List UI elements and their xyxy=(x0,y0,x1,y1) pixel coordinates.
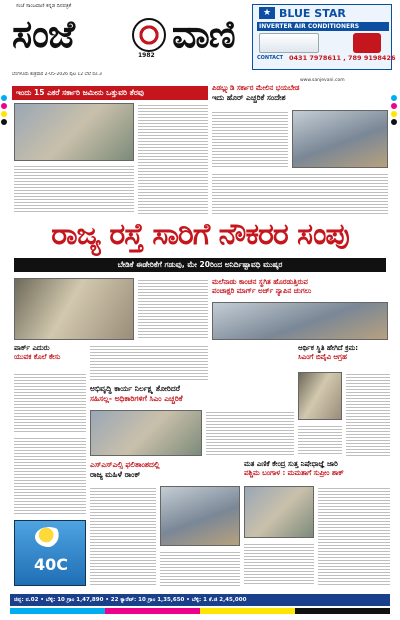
finance-text xyxy=(346,372,390,456)
right-story-headline-line2: ಇದು ಹೊರ್ ಎಚ್ಚರಿಕೆ ಸಂದೇಶ xyxy=(212,93,286,102)
election-headline-line2: ಪಶ್ಚಿಮ ಬಂಗಾಳ : ಮಮತಾಗೆ ಸುಪ್ರೀಂ ಶಾಕ್ xyxy=(244,469,344,477)
black-swatch xyxy=(295,608,390,614)
masthead-title-right: ವಾಣಿ xyxy=(172,11,235,56)
weather-temperature: 40C xyxy=(33,555,68,574)
finance-text-2 xyxy=(298,424,342,456)
development-headline-line1: ಅಭಿವೃದ್ಧಿ ಕಾರ್ಯ ನಿರ್ಲಕ್ಷ್ಯ ತೋರಿದರೆ xyxy=(90,384,180,393)
black-dot-icon xyxy=(391,119,397,125)
advert-phone: 0431 7978611 , 789 9198426 xyxy=(289,54,396,62)
center-text xyxy=(90,344,208,380)
yellow-dot-icon xyxy=(391,111,397,117)
finance-headline-line2: ಸಿಎಂಗೆ ಬಿವೈವಿ ಆಗ್ರಹ xyxy=(298,353,347,361)
election-headline-line1: ಮತ ಎಣಿಕೆ ಕೇಂದ್ರ ಸುತ್ತ ನಿಷೇಧಾಜ್ಞೆ ಜಾರಿ xyxy=(244,460,338,468)
yellow-dot-icon xyxy=(1,111,7,117)
sun-cloud-icon xyxy=(35,527,63,547)
lead-headline: ರಾಜ್ಯ ರಸ್ತೆ ಸಾರಿಗೆ ನೌಕರರ ಸಂಪು xyxy=(51,217,349,252)
top-story-photo xyxy=(14,103,134,161)
top-story-text xyxy=(14,164,134,214)
top-story-text-col2 xyxy=(138,103,208,214)
edition-line: ಬೆಂಗಳೂರು ಶುಕ್ರವಾರ 2-05-2026 ಪುಟ 12 ಬೆಲೆ ರೂ.3 xyxy=(12,72,102,77)
election-text-2 xyxy=(244,542,314,586)
advert-product: INVERTER AIR CONDITIONERS xyxy=(257,22,389,31)
masthead xyxy=(12,4,252,78)
black-dot-icon xyxy=(1,119,7,125)
print-color-bar xyxy=(10,608,390,614)
sslc-headline-line1: ಎಸ್ಎಸ್ಎಲ್ಸಿ ಫಲಿತಾಂಶದಲ್ಲಿ xyxy=(90,460,160,469)
right-story-headline xyxy=(212,84,390,108)
sslc-text-2 xyxy=(160,550,240,586)
development-text xyxy=(206,410,294,456)
election-text xyxy=(318,486,390,586)
footer-market-strip: ಚಿನ್ನ: ನ.02 • ಬೆಳ್ಳಿ: 10 ಗ್ರಾಂ 1,47,890 • 22 ಕ್ಯಾರೆಟ್: 10 ಗ್ರಾಂ 1,35,650 • ಬೆಳ್ಳಿ: 1 ಕೆ.ಜಿ 2,45,000 xyxy=(10,594,390,606)
left-story-subtitle: ಯುವಕ ಕೊಲೆ ಕೇಸು xyxy=(14,353,61,361)
cyan-dot-icon xyxy=(391,95,397,101)
right-story-text xyxy=(212,110,288,168)
magenta-swatch xyxy=(105,608,200,614)
election-story xyxy=(244,460,390,484)
advert-brand: BLUE STAR xyxy=(279,7,346,20)
finance-headline-line1: ಆರ್ಥಿಕ ಸ್ಥಿತಿ ಹೇಗಿದೆ ಕ್ರಮ: xyxy=(298,344,359,352)
left-column-text xyxy=(14,372,86,432)
registration-marks-left xyxy=(1,95,9,125)
lead-text xyxy=(138,278,208,340)
website-line: www.sanjevani.com xyxy=(300,78,345,83)
left-lower-text xyxy=(14,436,86,516)
left-story-title: ಪಾರ್ಕ್ ಎದುರು xyxy=(14,344,50,352)
finance-story xyxy=(298,344,390,370)
development-headline-line2: ಸಹಿಸಲ್ಲ- ಅಧಿಕಾರಿಗಳಿಗೆ ಸಿಎಂ ಎಚ್ಚರಿಕೆ xyxy=(90,394,183,403)
masthead-year-badge: 1982 xyxy=(138,52,155,59)
development-photo xyxy=(90,410,202,456)
sslc-headline-line2: ರಾಜ್ಯ ಮಹಿಳೆ ರಾಂಕ್ xyxy=(90,470,141,479)
mid-right-headline-line2: ಪಂಚಾಕ್ಷರಿ ಮಾರ್ಗ್ ಅರ್ಜ್ ನ್ಯಾಪಿನ ಚುಗಲು xyxy=(212,287,312,295)
election-photo xyxy=(244,486,314,538)
masthead-tagline: ಸಂಜೆ ಸಾಂಜವಾಣಿ ಕನ್ನಡ ದಿನಪತ್ರಿಕೆ xyxy=(16,3,72,9)
advert-contact-label: CONTACT xyxy=(257,55,284,61)
masthead-logo-emblem xyxy=(132,18,166,52)
sslc-text xyxy=(90,486,156,586)
left-column-story xyxy=(14,344,86,370)
bus-depot-photo xyxy=(14,278,134,340)
right-story-headline-line1: ಪಿಡಬ್ಲ್ಯುಡಿ ಸರ್ಕಾರ ಮೇಲಿನ ಭಯಬೇಡ xyxy=(212,84,300,92)
blue-star-advert xyxy=(252,4,396,70)
lead-subheadline: ಬೇಡಿಕೆ ಈಡೇರಿಕೆಗೆ ಗಡುವು, ಮೇ 20ರಿಂದ ಅನಿರ್ದಿಷ್ಟಾವಧಿ ಮುಷ್ಕರ xyxy=(14,258,386,272)
sslc-photo xyxy=(160,486,240,546)
weather-box xyxy=(14,520,86,586)
top-story-banner: ಇಂದು 15 ಎಕರೆ ಸರ್ಕಾರಿ ಜಮೀನು ಒತ್ತುವರಿ ತೆರವು xyxy=(12,86,208,100)
magenta-dot-icon xyxy=(1,103,7,109)
advert-offer-badge xyxy=(353,33,381,53)
advert-ac-image xyxy=(259,33,319,53)
mid-right-headline-line1: ಮಲೆನಾಡು ಕಾಂಚನ ಸ್ಥಗಿತ ಹೊರಡುತ್ತಿರುವ xyxy=(212,278,308,286)
yellow-swatch xyxy=(200,608,295,614)
mid-right-photo xyxy=(212,302,388,340)
right-story-photo xyxy=(292,110,388,168)
sslc-story xyxy=(90,460,240,484)
cyan-swatch xyxy=(10,608,105,614)
magenta-dot-icon xyxy=(391,103,397,109)
mid-right-headline xyxy=(212,278,390,300)
registration-marks-right xyxy=(391,95,399,125)
right-lower-text xyxy=(212,172,388,214)
masthead-title-left: ಸಂಜೆ xyxy=(12,11,75,56)
star-logo-icon: ★ xyxy=(259,7,275,19)
development-headline xyxy=(90,384,294,408)
cyan-dot-icon xyxy=(1,95,7,101)
finance-photo xyxy=(298,372,342,420)
